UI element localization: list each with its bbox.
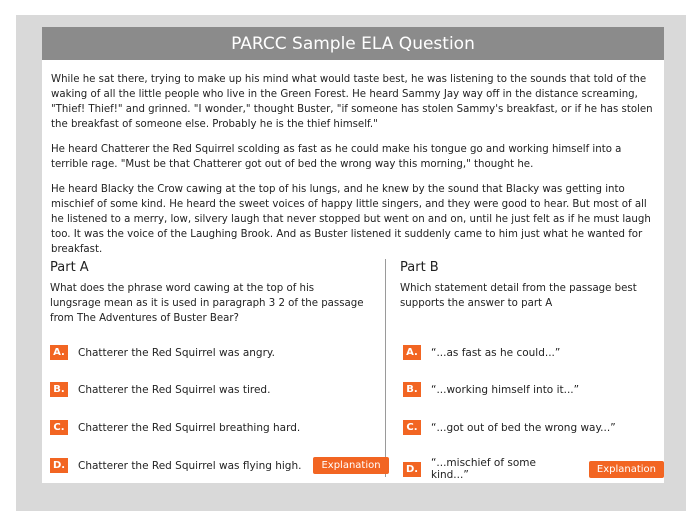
option-letter: D. — [50, 458, 68, 473]
part-a-question: What does the phrase word cawing at the top of his lungsrage mean as it is used in paragraph 3 2 of the passage from The Adventures of Buster Bear? — [50, 283, 364, 324]
option-letter: A. — [403, 345, 421, 360]
option-text: “...working himself into it...” — [431, 383, 580, 396]
passage-paragraph-3: He heard Blacky the Crow cawing at the top of his lungs, and he knew by the sound that Blacky was getting into mischief of some kind. He heard the sweet voices of happy little singers, and they were good to hear. But most of all he listened to a merry, low, silvery laugh that never stopped but went on and on, until he just felt as if he must laugh too. It was the voice of the Laughing Brook. And as Buster listened it suddenly came to him just what he wanted for breakfast. — [51, 184, 651, 255]
part-b-option-a[interactable] — [403, 345, 560, 360]
option-letter: C. — [403, 420, 421, 435]
part-b-question: Which statement detail from the passage best supports the answer to part A — [400, 283, 637, 309]
option-text: Chatterer the Red Squirrel was angry. — [78, 346, 275, 359]
part-a-option-d[interactable] — [50, 457, 389, 474]
part-a-option-c[interactable] — [50, 420, 300, 435]
option-letter: C. — [50, 420, 68, 435]
part-b-option-d[interactable] — [403, 457, 664, 481]
part-a-title: Part A — [50, 260, 89, 275]
part-a-option-b[interactable] — [50, 382, 270, 397]
passage-paragraph-2: He heard Chatterer the Red Squirrel scolding as fast as he could make his tongue go and working himself into a terrible rage. "Must be that Chatterer got out of bed the wrong way this morning," thought he. — [51, 144, 622, 170]
column-divider — [385, 259, 386, 477]
part-b — [400, 260, 662, 311]
option-text: Chatterer the Red Squirrel breathing hard. — [78, 421, 301, 434]
question-card — [42, 27, 664, 483]
passage-paragraph-1: While he sat there, trying to make up his mind what would taste best, he was listening to the sounds that told of the waking of all the little people who live in the Green Forest. He heard Sammy Jay way off in the distance screaming, "Thief! Thief!" and grinned. "I wonder," thought Buster, "if someone has stolen Sammy's breakfast, or if he has stolen the breakfast of someone else. Probably he is the thief himself." — [51, 74, 653, 130]
option-letter: D. — [403, 462, 421, 477]
page-title: PARCC Sample ELA Question — [42, 27, 664, 60]
part-b-option-c[interactable] — [403, 420, 616, 435]
option-letter: B. — [403, 382, 421, 397]
option-text: “...as fast as he could...” — [431, 346, 561, 359]
part-a-option-a[interactable] — [50, 345, 275, 360]
part-b-option-b[interactable] — [403, 382, 579, 397]
part-a — [50, 260, 365, 326]
part-a-explanation-button[interactable]: Explanation — [313, 457, 388, 474]
option-text: “...got out of bed the wrong way...” — [431, 421, 616, 434]
option-letter: B. — [50, 382, 68, 397]
option-text: Chatterer the Red Squirrel was flying high. — [78, 459, 302, 472]
option-letter: A. — [50, 345, 68, 360]
part-b-title: Part B — [400, 260, 439, 275]
option-text: “...mischief of some kind...” — [430, 457, 536, 481]
passage — [51, 72, 655, 267]
part-b-explanation-button[interactable]: Explanation — [589, 461, 664, 478]
option-text: Chatterer the Red Squirrel was tired. — [78, 383, 271, 396]
